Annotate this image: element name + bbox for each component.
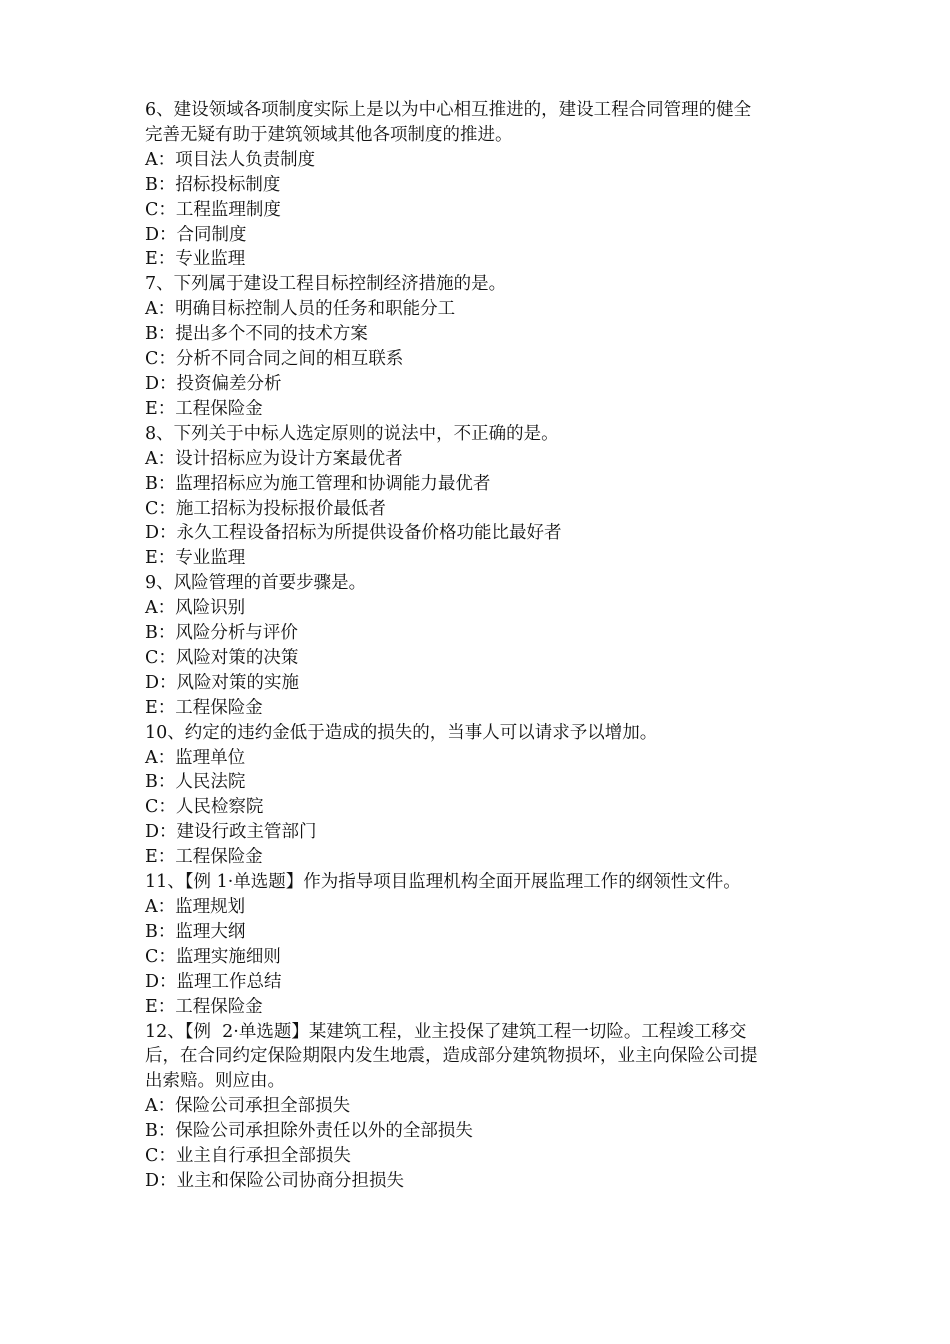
- option-a: A：保险公司承担全部损失: [145, 1096, 351, 1117]
- option-b: B：保险公司承担除外责任以外的全部损失: [145, 1121, 473, 1142]
- option-b: B：招标投标制度: [145, 174, 281, 195]
- option-a: A：监理单位: [145, 747, 246, 768]
- option-d: D：永久工程设备招标为所提供设备价格功能比最好者: [145, 523, 562, 544]
- option-c: C：业主自行承担全部损失: [145, 1146, 351, 1167]
- option-a: A：明确目标控制人员的任务和职能分工: [145, 299, 456, 320]
- option-c: C：工程监理制度: [145, 199, 281, 220]
- question-text: 7、下列属于建设工程目标控制经济措施的是。: [145, 274, 507, 295]
- option-d: D：业主和保险公司协商分担损失: [145, 1170, 405, 1191]
- option-d: D：投资偏差分析: [145, 373, 282, 394]
- option-a: A：项目法人负责制度: [145, 149, 316, 170]
- option-c: C：分析不同合同之间的相互联系: [145, 349, 404, 370]
- question-text: 6、建设领域各项制度实际上是以为中心相互推进的，建设工程合同管理的健全: [145, 100, 752, 120]
- option-b: B：人民法院: [145, 772, 246, 793]
- option-b: B：提出多个不同的技术方案: [145, 324, 368, 345]
- question-text: 12、【例 2·单选题】某建筑工程，业主投保了建筑工程一切险。工程竣工移交: [145, 1021, 747, 1042]
- option-e: E：工程保险金: [145, 847, 263, 868]
- question-6: [145, 98, 810, 272]
- option-d: D：建设行政主管部门: [145, 822, 317, 843]
- option-b: B：风险分析与评价: [145, 623, 298, 644]
- option-b: B：监理招标应为施工管理和协调能力最优者: [145, 473, 491, 494]
- option-d: D：合同制度: [145, 224, 247, 245]
- question-text: 完善无疑有助于建筑领域其他各项制度的推进。: [145, 124, 513, 145]
- question-text: 9、风险管理的首要步骤是。: [145, 573, 367, 594]
- question-text: 11、【例 1·单选题】作为指导项目监理机构全面开展监理工作的纲领性文件。: [145, 872, 741, 893]
- question-11: [145, 870, 810, 1019]
- question-text: 后，在合同约定保险期限内发生地震，造成部分建筑物损坏，业主向保险公司提: [145, 1046, 758, 1067]
- question-8: [145, 422, 810, 571]
- option-c: C：监理实施细则: [145, 946, 281, 967]
- option-c: C：人民检察院: [145, 797, 264, 818]
- option-c: C：施工招标为投标报价最低者: [145, 498, 386, 519]
- option-e: E：专业监理: [145, 548, 246, 569]
- option-a: A：设计招标应为设计方案最优者: [145, 448, 403, 469]
- option-e: E：工程保险金: [145, 697, 263, 718]
- option-e: E：工程保险金: [145, 996, 263, 1017]
- option-a: A：风险识别: [145, 598, 246, 619]
- option-d: D：风险对策的实施: [145, 672, 300, 693]
- question-text: 8、下列关于中标人选定原则的说法中，不正确的是。: [145, 423, 559, 444]
- question-12: [145, 1020, 810, 1194]
- question-text: 出索赔。则应由。: [145, 1071, 285, 1092]
- question-list: [145, 98, 810, 1194]
- question-10: [145, 721, 810, 870]
- option-b: B：监理大纲: [145, 921, 246, 942]
- question-7: [145, 272, 810, 421]
- option-e: E：专业监理: [145, 249, 246, 270]
- option-c: C：风险对策的决策: [145, 647, 299, 668]
- option-a: A：监理规划: [145, 897, 246, 917]
- question-text: 10、约定的违约金低于造成的损失的，当事人可以请求予以增加。: [145, 722, 658, 743]
- question-9: [145, 571, 810, 720]
- option-d: D：监理工作总结: [145, 971, 282, 992]
- option-e: E：工程保险金: [145, 398, 263, 419]
